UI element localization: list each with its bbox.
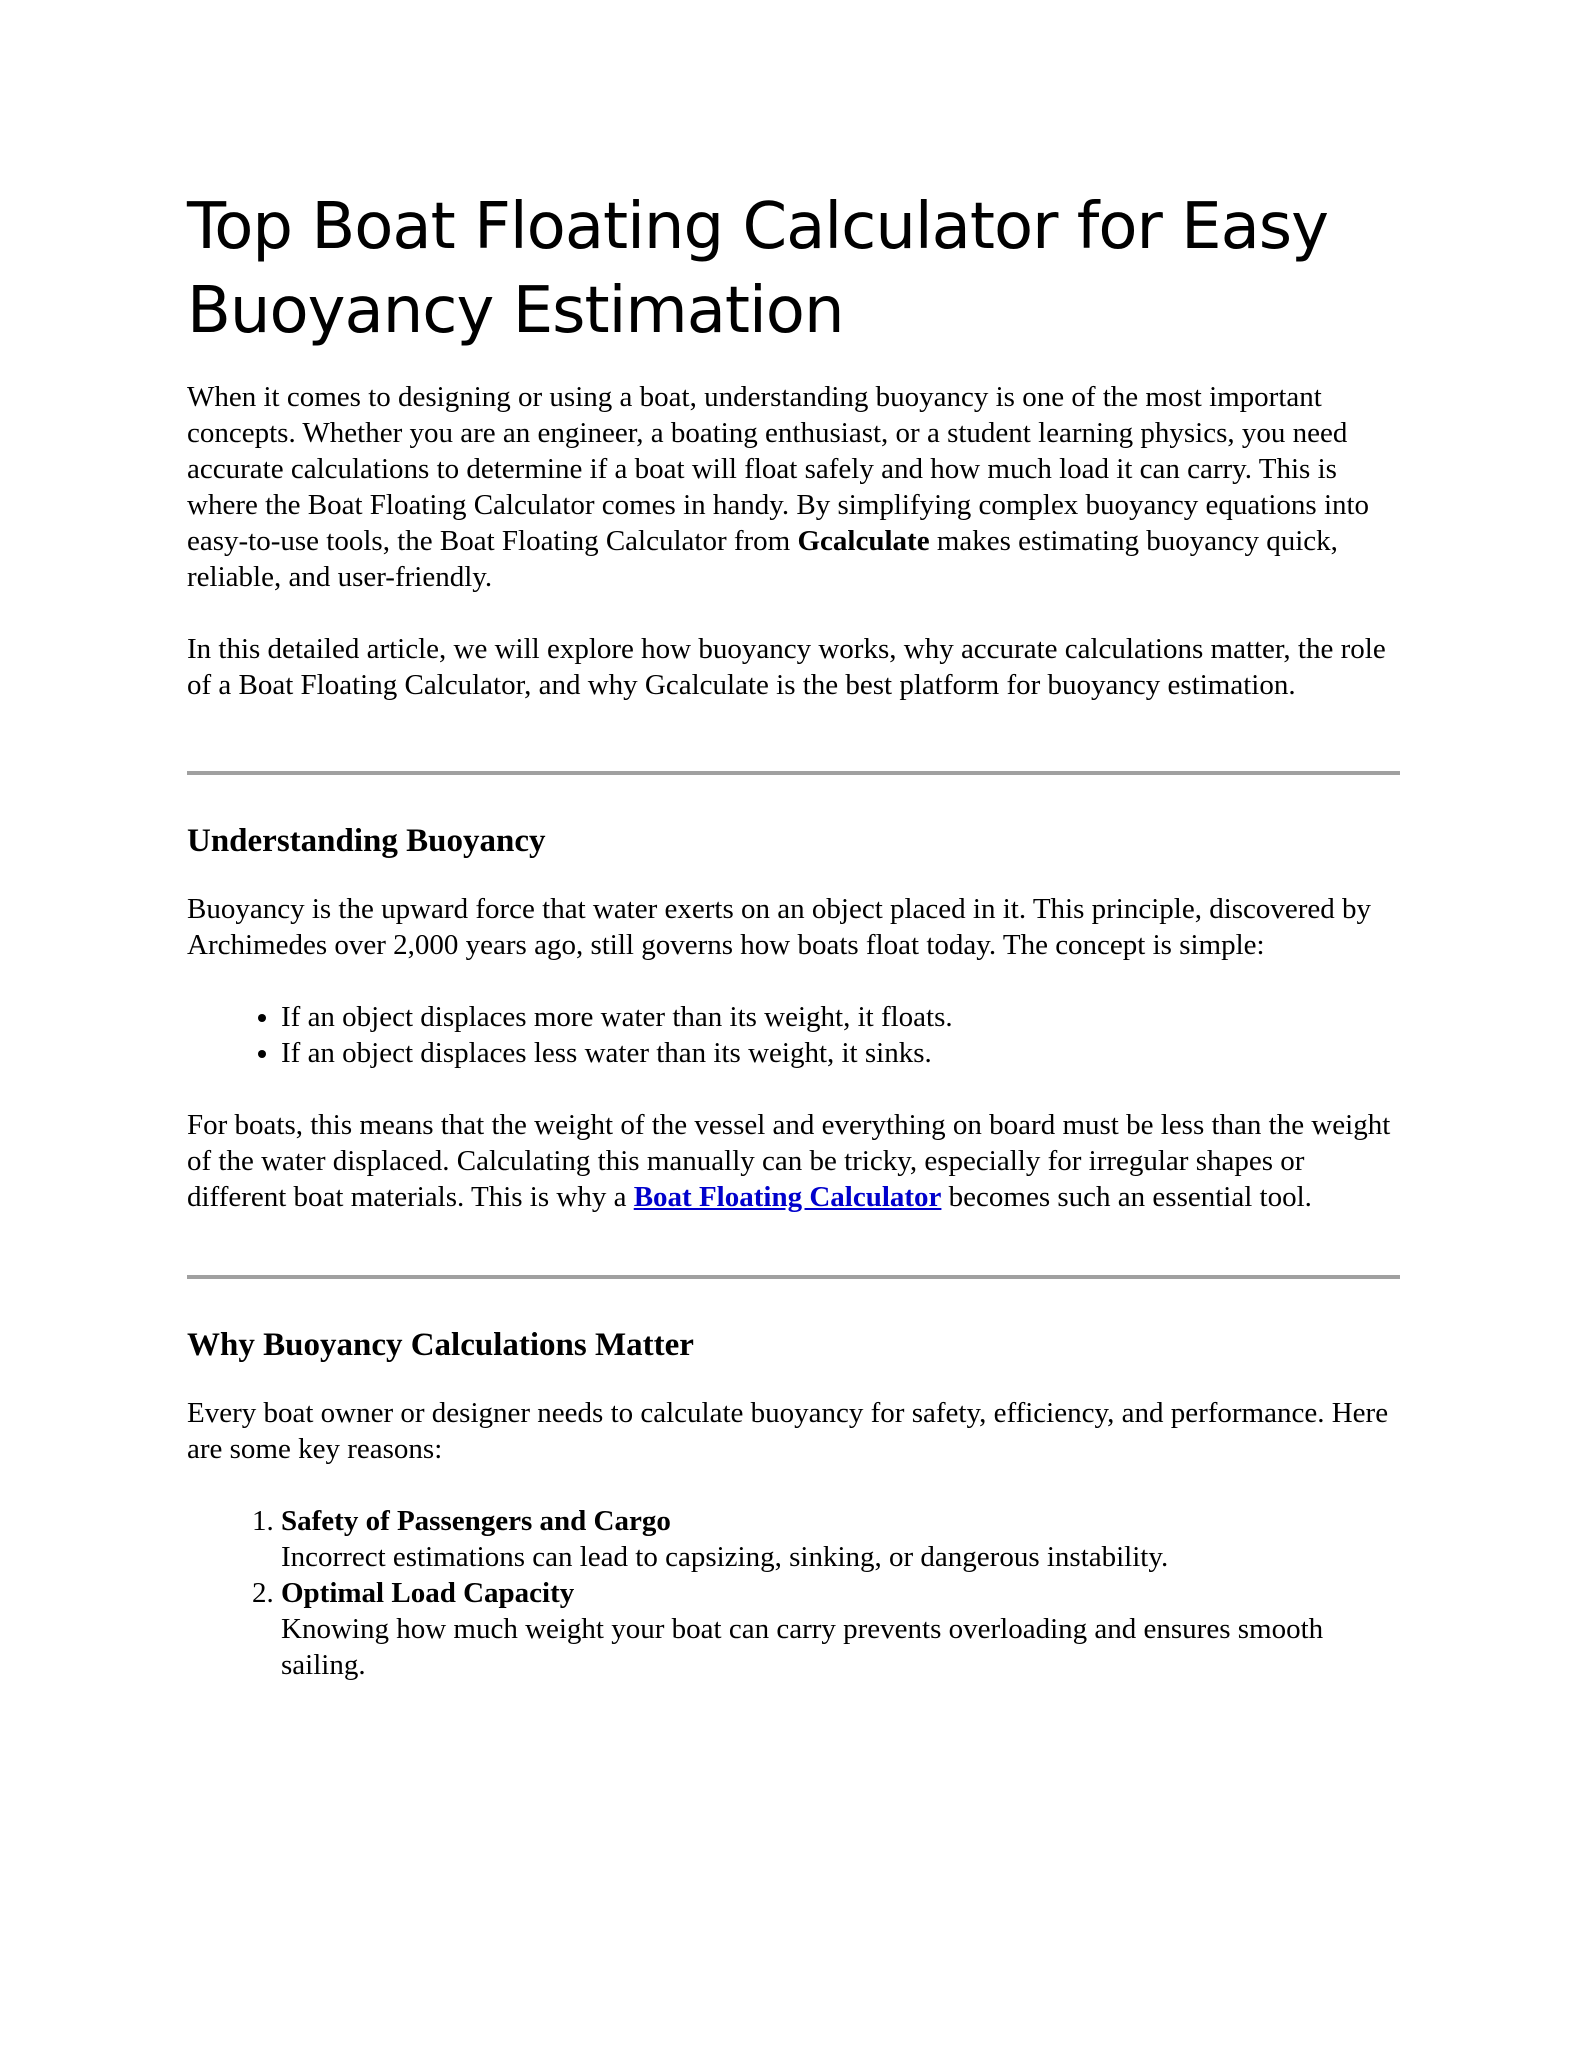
list-item bbox=[281, 1575, 1400, 1683]
understanding-paragraph-1: Buoyancy is the upward force that water exerts on an object placed in it. This principle, discovered by Archimedes over 2,000 years ago, still governs how boats float today. The concept is simple: bbox=[187, 893, 1372, 961]
reason-title: 2. Optimal Load Capacity bbox=[281, 1577, 575, 1609]
list-item: • If an object displaces less water than its weight, it sinks. bbox=[281, 1035, 1400, 1071]
boats-text-after: becomes such an essential tool. bbox=[941, 1181, 1312, 1213]
intro-paragraph-2: In this detailed article, we will explore how buoyancy works, why accurate calculations matter, the role of a Boat Floating Calculator, and why Gcalculate is the best platform for buoyancy estimation. bbox=[187, 633, 1386, 701]
intro-paragraph-1 bbox=[187, 379, 1400, 595]
reason-title: 1. Safety of Passengers and Cargo bbox=[281, 1505, 671, 1537]
why-paragraph-1: Every boat owner or designer needs to calculate buoyancy for safety, efficiency, and performance. Here are some key reasons: bbox=[187, 1397, 1389, 1465]
understanding-paragraph-2 bbox=[187, 1107, 1400, 1215]
list-item bbox=[281, 1503, 1400, 1575]
brand-name: Gcalculate bbox=[797, 525, 930, 557]
section-divider bbox=[187, 1275, 1400, 1279]
boat-floating-calculator-link[interactable]: Boat Floating Calculator bbox=[633, 1181, 942, 1213]
buoyancy-rules-list bbox=[187, 999, 1400, 1071]
boats-text-before: For boats, this means that the weight of the vessel and everything on board must be less than the weight of the water displaced. Calculating this manually can be tricky, especially for irregular shapes or different boat materials. This is why a bbox=[187, 1109, 1391, 1213]
intro-text-after: makes estimating buoyancy quick, reliable, and user-friendly. bbox=[187, 525, 1338, 593]
reason-description: Incorrect estimations can lead to capsizing, sinking, or dangerous instability. bbox=[281, 1541, 1169, 1573]
document-page bbox=[187, 185, 1400, 1683]
page-title: Top Boat Floating Calculator for Easy Buoyancy Estimation bbox=[187, 190, 1328, 348]
section-divider bbox=[187, 771, 1400, 775]
reason-description: Knowing how much weight your boat can carry prevents overloading and ensures smooth sailing. bbox=[281, 1613, 1324, 1681]
section-heading-understanding: Understanding Buoyancy bbox=[187, 823, 546, 859]
reasons-list bbox=[187, 1503, 1400, 1683]
list-item: • If an object displaces more water than its weight, it floats. bbox=[281, 999, 1400, 1035]
section-heading-why: Why Buoyancy Calculations Matter bbox=[187, 1327, 694, 1363]
intro-text-before: When it comes to designing or using a boat, understanding buoyancy is one of the most important concepts. Whether you are an engineer, a boating enthusiast, or a student learning physics, you need accurate calculations to determine if a boat will float safely and how much load it can carry. This is where the Boat Floating Calculator comes in handy. By simplifying complex buoyancy equations into easy-to-use tools, the Boat Floating Calculator from bbox=[187, 381, 1370, 557]
